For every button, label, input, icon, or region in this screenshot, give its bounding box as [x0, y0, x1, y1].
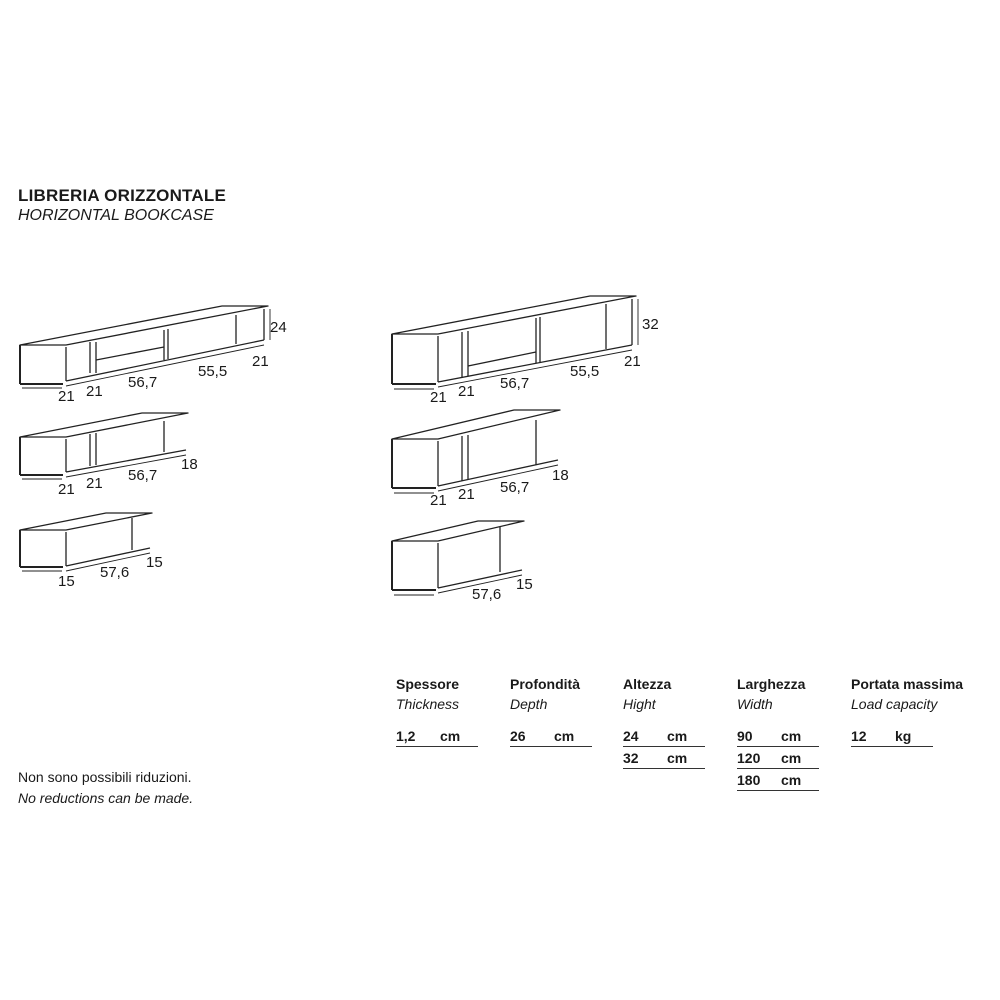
dim-label: 21 [430, 492, 447, 509]
bookcase-180x24-drawing [20, 306, 268, 384]
dim-label: 18 [552, 467, 569, 484]
spec-unit: cm [781, 750, 802, 766]
dim-label: 21 [86, 383, 103, 400]
spec-unit: cm [781, 772, 802, 788]
spec-value-row [737, 750, 819, 769]
spec-width-label: Larghezza [737, 676, 806, 692]
spec-unit: cm [554, 728, 575, 744]
spec-width-label-en: Width [737, 696, 773, 712]
spec-value-row [851, 728, 933, 747]
page-subtitle: HORIZONTAL BOOKCASE [18, 207, 214, 224]
dim-label: 21 [624, 353, 641, 370]
bookcase-90x24-drawing [20, 513, 152, 567]
spec-value: 24 [623, 728, 639, 744]
dim-label: 56,7 [128, 467, 158, 484]
spec-height-label: Altezza [623, 676, 672, 692]
dim-label: 56,7 [128, 374, 158, 391]
spec-load-label: Portata massima [851, 676, 964, 692]
bookcase-90x32-drawing [392, 521, 524, 590]
spec-value: 90 [737, 728, 753, 744]
spec-load-label-en: Load capacity [851, 696, 938, 712]
spec-value-row [510, 728, 592, 747]
dim-label: 55,5 [198, 363, 228, 380]
dim-label: 21 [58, 388, 75, 405]
spec-height [623, 676, 733, 772]
spec-thickness-label: Spessore [396, 676, 460, 692]
dim-label: 15 [146, 554, 163, 571]
spec-unit: cm [667, 750, 688, 766]
spec-unit: cm [440, 728, 461, 744]
page-title: LIBRERIA ORIZZONTALE [18, 186, 226, 205]
dim-label: 15 [58, 573, 75, 590]
spec-value: 1,2 [396, 728, 416, 744]
dim-label: 57,6 [100, 564, 130, 581]
spec-height-label-en: Hight [623, 696, 656, 712]
bookcase-120x24-drawing [20, 413, 188, 475]
bookcase-180x32-drawing [392, 296, 636, 384]
spec-depth-label-en: Depth [510, 696, 548, 712]
spec-depth-label: Profondità [510, 676, 580, 692]
spec-value-row [396, 728, 478, 747]
dim-label: 32 [642, 316, 659, 333]
note-italian: Non sono possibili riduzioni. [18, 769, 192, 785]
dim-label: 21 [86, 475, 103, 492]
dim-label: 21 [458, 486, 475, 503]
dim-label: 21 [430, 389, 447, 406]
spec-value-row [623, 750, 705, 769]
dim-label: 15 [516, 576, 533, 593]
spec-unit: cm [781, 728, 802, 744]
spec-value-row [623, 728, 705, 747]
spec-thickness [396, 676, 506, 750]
spec-value-row [737, 728, 819, 747]
spec-depth [510, 676, 620, 750]
dim-label: 21 [58, 481, 75, 498]
spec-value: 32 [623, 750, 639, 766]
dim-label: 18 [181, 456, 198, 473]
spec-value: 26 [510, 728, 526, 744]
spec-unit: kg [895, 728, 912, 744]
dim-label: 56,7 [500, 479, 530, 496]
spec-unit: cm [667, 728, 688, 744]
spec-load [851, 676, 991, 750]
note-english: No reductions can be made. [18, 790, 194, 806]
spec-width [737, 676, 847, 794]
dim-label: 21 [458, 383, 475, 400]
spec-thickness-label-en: Thickness [396, 696, 460, 712]
bookcase-120x32-drawing [392, 410, 560, 488]
dim-label: 57,6 [472, 586, 502, 603]
spec-value-row [737, 772, 819, 791]
dim-label: 56,7 [500, 375, 530, 392]
dim-label: 55,5 [570, 363, 600, 380]
dim-label: 24 [270, 319, 287, 336]
spec-value: 120 [737, 750, 761, 766]
spec-value: 180 [737, 772, 761, 788]
dim-label: 21 [252, 353, 269, 370]
spec-value: 12 [851, 728, 867, 744]
